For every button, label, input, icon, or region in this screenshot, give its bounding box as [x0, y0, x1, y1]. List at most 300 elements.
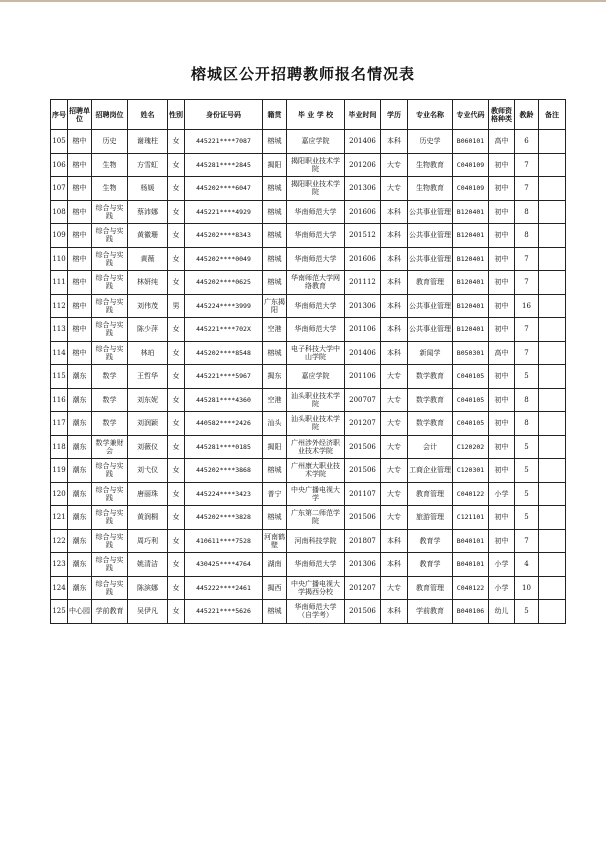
applicant-table [50, 99, 566, 624]
table-cell: 潮东 [68, 482, 92, 506]
table-cell: C040109 [453, 153, 489, 177]
table-cell: 本科 [381, 294, 408, 318]
column-header: 毕业时间 [345, 100, 381, 130]
table-cell: 女 [168, 435, 185, 459]
table-cell: 初中 [489, 529, 515, 553]
table-cell: 121 [51, 506, 68, 530]
table-cell [539, 529, 566, 553]
table-cell: 潮东 [68, 365, 92, 389]
table-cell: 教育学 [408, 553, 453, 577]
table-cell: 华南师范大学 [287, 224, 345, 248]
table-cell: 周巧利 [128, 529, 168, 553]
table-cell: 445202****8548 [185, 341, 263, 365]
table-row [51, 482, 566, 506]
table-cell: 广东揭阳 [263, 294, 287, 318]
table-cell: 10 [515, 576, 539, 600]
table-cell: 初中 [489, 365, 515, 389]
table-cell: 综合与实践 [92, 506, 128, 530]
table-cell: 201306 [345, 294, 381, 318]
table-cell: 初中 [489, 412, 515, 436]
table-cell: 122 [51, 529, 68, 553]
table-cell: 揭东 [263, 365, 287, 389]
table-cell: 113 [51, 318, 68, 342]
table-cell: 揭西 [263, 576, 287, 600]
table-cell: 大专 [381, 435, 408, 459]
table-cell: 综合与实践 [92, 294, 128, 318]
table-cell: 潮东 [68, 506, 92, 530]
table-cell: 小学 [489, 576, 515, 600]
table-cell: 201406 [345, 130, 381, 154]
table-cell: 综合与实践 [92, 247, 128, 271]
table-cell: 女 [168, 177, 185, 201]
table-cell: 大专 [381, 459, 408, 483]
table-cell: 综合与实践 [92, 271, 128, 295]
table-cell: 女 [168, 553, 185, 577]
table-cell: B120401 [453, 271, 489, 295]
table-cell: 6 [515, 130, 539, 154]
table-cell: 公共事业管理 [408, 224, 453, 248]
table-cell: 119 [51, 459, 68, 483]
table-cell: 陈滨娜 [128, 576, 168, 600]
table-row [51, 365, 566, 389]
table-cell: 7 [515, 318, 539, 342]
table-cell: 汕头职业技术学院 [287, 388, 345, 412]
table-cell: 华南师范大学网络教育 [287, 271, 345, 295]
table-cell: 445281****4360 [185, 388, 263, 412]
table-cell: 大专 [381, 576, 408, 600]
table-cell: 中心园 [68, 600, 92, 624]
table-cell [539, 247, 566, 271]
table-cell: 初中 [489, 459, 515, 483]
table-cell: 揭阳职业技术学院 [287, 177, 345, 201]
table-cell: 综合与实践 [92, 553, 128, 577]
table-cell: 7 [515, 341, 539, 365]
table-cell: B120401 [453, 224, 489, 248]
table-cell: 女 [168, 130, 185, 154]
table-cell: 刘伟茂 [128, 294, 168, 318]
table-row [51, 600, 566, 624]
table-cell: 男 [168, 294, 185, 318]
table-cell [539, 200, 566, 224]
table-cell: C040105 [453, 388, 489, 412]
column-header: 专业名称 [408, 100, 453, 130]
table-cell: 中央广播电视大学 [287, 482, 345, 506]
table-row [51, 294, 566, 318]
header-row [51, 100, 566, 130]
table-cell: 410611****7528 [185, 529, 263, 553]
table-cell: 嘉应学院 [287, 365, 345, 389]
table-cell: 综合与实践 [92, 576, 128, 600]
table-cell: 201106 [345, 365, 381, 389]
table-cell: 117 [51, 412, 68, 436]
table-cell: 榕中 [68, 200, 92, 224]
table-cell: 本科 [381, 130, 408, 154]
table-cell: 榕城 [263, 200, 287, 224]
table-cell: 本科 [381, 341, 408, 365]
table-cell: 初中 [489, 318, 515, 342]
table-cell: 榕中 [68, 130, 92, 154]
table-cell: 空港 [263, 318, 287, 342]
column-header: 专业代码 [453, 100, 489, 130]
table-cell: 4 [515, 553, 539, 577]
table-cell: 女 [168, 224, 185, 248]
table-cell: 生物教育 [408, 153, 453, 177]
table-cell: C040105 [453, 412, 489, 436]
table-cell: 汕头 [263, 412, 287, 436]
table-cell: 榕中 [68, 153, 92, 177]
table-cell: 108 [51, 200, 68, 224]
table-cell: 空港 [263, 388, 287, 412]
table-row [51, 388, 566, 412]
table-cell: 445202****0049 [185, 247, 263, 271]
table-cell: 201406 [345, 341, 381, 365]
table-cell: 榕城 [263, 224, 287, 248]
table-cell: 公共事业管理 [408, 294, 453, 318]
column-header: 序号 [51, 100, 68, 130]
table-cell: 120 [51, 482, 68, 506]
table-cell: 445221****4929 [185, 200, 263, 224]
table-cell: 黄徽珊 [128, 224, 168, 248]
table-cell: 湖南 [263, 553, 287, 577]
table-cell: 潮东 [68, 459, 92, 483]
table-cell: 华南师范大学 [287, 318, 345, 342]
table-cell: 201112 [345, 271, 381, 295]
table-cell: 学前教育 [408, 600, 453, 624]
table-cell: 揭阳 [263, 435, 287, 459]
column-header: 招聘单位 [68, 100, 92, 130]
table-cell: 445281****2845 [185, 153, 263, 177]
table-cell: 综合与实践 [92, 459, 128, 483]
table-cell: 华南师范大学 [287, 247, 345, 271]
table-cell: 初中 [489, 271, 515, 295]
table-cell: 公共事业管理 [408, 247, 453, 271]
table-cell: 综合与实践 [92, 482, 128, 506]
table-cell: 林珀 [128, 341, 168, 365]
table-cell: 初中 [489, 200, 515, 224]
table-cell: 初中 [489, 294, 515, 318]
table-cell: C120301 [453, 459, 489, 483]
table-cell: B120401 [453, 247, 489, 271]
table-cell: 201506 [345, 459, 381, 483]
table-cell: 大专 [381, 412, 408, 436]
table-cell: 综合与实践 [92, 341, 128, 365]
table-cell: 榕中 [68, 271, 92, 295]
table-cell: B120401 [453, 200, 489, 224]
table-cell: 本科 [381, 224, 408, 248]
column-header: 教龄 [515, 100, 539, 130]
table-cell: 初中 [489, 177, 515, 201]
table-cell: 榕城 [263, 459, 287, 483]
table-cell: 7 [515, 153, 539, 177]
table-cell: 刘润颖 [128, 412, 168, 436]
table-cell: 445221****702X [185, 318, 263, 342]
table-cell: 榕中 [68, 318, 92, 342]
table-cell: 女 [168, 388, 185, 412]
table-cell: 201306 [345, 553, 381, 577]
table-cell: 女 [168, 482, 185, 506]
table-cell [539, 341, 566, 365]
table-cell: 106 [51, 153, 68, 177]
table-cell: 吴伊凡 [128, 600, 168, 624]
table-cell: 445202****3868 [185, 459, 263, 483]
table-row [51, 318, 566, 342]
table-cell: 115 [51, 365, 68, 389]
table-cell: C040122 [453, 482, 489, 506]
table-cell: 榕城 [263, 271, 287, 295]
table-cell: 大专 [381, 153, 408, 177]
column-header: 姓名 [128, 100, 168, 130]
table-cell: 445224****3423 [185, 482, 263, 506]
table-cell: B120401 [453, 318, 489, 342]
table-cell [539, 177, 566, 201]
table-cell: 教育管理 [408, 482, 453, 506]
table-cell: 201106 [345, 318, 381, 342]
table-cell [539, 271, 566, 295]
table-cell: 榕中 [68, 294, 92, 318]
table-cell: 5 [515, 600, 539, 624]
table-cell: 公共事业管理 [408, 200, 453, 224]
table-cell: 揭阳 [263, 153, 287, 177]
table-cell: 刘薇仪 [128, 435, 168, 459]
table-cell: 123 [51, 553, 68, 577]
table-cell [539, 130, 566, 154]
table-cell: 榕城 [263, 177, 287, 201]
table-cell: 综合与实践 [92, 224, 128, 248]
table-cell: 教育管理 [408, 576, 453, 600]
table-cell: 潮东 [68, 553, 92, 577]
table-cell: 445202****3828 [185, 506, 263, 530]
table-row [51, 153, 566, 177]
table-cell: C040109 [453, 177, 489, 201]
table-cell: 女 [168, 341, 185, 365]
table-cell: 刘东妮 [128, 388, 168, 412]
column-header: 教师资格种类 [489, 100, 515, 130]
table-cell: 潮东 [68, 529, 92, 553]
table-cell: 初中 [489, 388, 515, 412]
table-cell: 河南鹤壁 [263, 529, 287, 553]
table-cell: 潮东 [68, 435, 92, 459]
table-cell: 林妍纯 [128, 271, 168, 295]
table-cell: 黄润桐 [128, 506, 168, 530]
table-cell: B040101 [453, 529, 489, 553]
table-cell: 110 [51, 247, 68, 271]
table-cell: 本科 [381, 200, 408, 224]
table-cell: 方雪虹 [128, 153, 168, 177]
table-cell [539, 365, 566, 389]
table-cell: 5 [515, 435, 539, 459]
table-cell: 历史 [92, 130, 128, 154]
table-cell: 5 [515, 459, 539, 483]
table-cell: 潮东 [68, 412, 92, 436]
table-cell: 黄薇 [128, 247, 168, 271]
table-cell: 201606 [345, 200, 381, 224]
table-cell: 生物教育 [408, 177, 453, 201]
table-cell: 榕城 [263, 130, 287, 154]
column-header: 学历 [381, 100, 408, 130]
table-cell: 历史学 [408, 130, 453, 154]
table-cell: 109 [51, 224, 68, 248]
table-cell: 生物 [92, 153, 128, 177]
table-cell: B050301 [453, 341, 489, 365]
table-cell: 大专 [381, 388, 408, 412]
table-cell: 数学兼财会 [92, 435, 128, 459]
table-cell: 445202****8343 [185, 224, 263, 248]
table-cell: 榕城 [263, 247, 287, 271]
table-cell: 潮东 [68, 576, 92, 600]
table-cell: 公共事业管理 [408, 318, 453, 342]
table-cell: 112 [51, 294, 68, 318]
table-cell: 刘弋仪 [128, 459, 168, 483]
table-cell: 普宁 [263, 482, 287, 506]
table-cell: 7 [515, 177, 539, 201]
table-cell: 116 [51, 388, 68, 412]
table-cell: 5 [515, 506, 539, 530]
table-row [51, 412, 566, 436]
table-cell: 学前教育 [92, 600, 128, 624]
table-cell: 女 [168, 459, 185, 483]
column-header: 招聘岗位 [92, 100, 128, 130]
table-cell: 本科 [381, 271, 408, 295]
table-cell: 广东第二师范学院 [287, 506, 345, 530]
table-cell: 小学 [489, 553, 515, 577]
table-row [51, 506, 566, 530]
table-cell [539, 482, 566, 506]
table-cell: 综合与实践 [92, 318, 128, 342]
table-cell: 女 [168, 576, 185, 600]
table-cell: 数学 [92, 412, 128, 436]
table-cell: 旅游管理 [408, 506, 453, 530]
table-cell: 201107 [345, 482, 381, 506]
table-cell: 本科 [381, 529, 408, 553]
table-cell: 201207 [345, 412, 381, 436]
table-cell: 125 [51, 600, 68, 624]
table-cell: 女 [168, 365, 185, 389]
table-cell [539, 600, 566, 624]
table-cell: 201807 [345, 529, 381, 553]
table-cell [539, 459, 566, 483]
table-cell: 教育管理 [408, 271, 453, 295]
table-cell: 445221****5626 [185, 600, 263, 624]
table-body [51, 130, 566, 624]
table-cell: 445202****0625 [185, 271, 263, 295]
table-header [51, 100, 566, 130]
table-cell: 200707 [345, 388, 381, 412]
table-cell: 数学教育 [408, 365, 453, 389]
table-cell: 榕城 [263, 600, 287, 624]
table-cell: 女 [168, 271, 185, 295]
table-row [51, 247, 566, 271]
table-cell [539, 506, 566, 530]
table-cell: 中央广播电视大学揭西分校 [287, 576, 345, 600]
table-cell: 女 [168, 412, 185, 436]
column-header: 备注 [539, 100, 566, 130]
table-cell: 初中 [489, 506, 515, 530]
table-cell: 201506 [345, 435, 381, 459]
table-cell: 数学 [92, 388, 128, 412]
table-cell: 201306 [345, 177, 381, 201]
table-cell: 汕头职业技术学院 [287, 412, 345, 436]
table-cell: 幼儿 [489, 600, 515, 624]
table-cell: 高中 [489, 341, 515, 365]
table-cell: 女 [168, 200, 185, 224]
table-row [51, 529, 566, 553]
table-cell: 女 [168, 318, 185, 342]
table-cell: 16 [515, 294, 539, 318]
table-cell [539, 224, 566, 248]
table-cell: 大专 [381, 177, 408, 201]
table-cell: 数学教育 [408, 412, 453, 436]
table-cell: 生物 [92, 177, 128, 201]
table-cell: C040105 [453, 365, 489, 389]
table-cell: 445224****3999 [185, 294, 263, 318]
table-cell [539, 388, 566, 412]
table-cell: 潮东 [68, 388, 92, 412]
table-cell: 数学教育 [408, 388, 453, 412]
page-title: 榕城区公开招聘教师报名情况表 [190, 65, 415, 83]
table-cell: 本科 [381, 247, 408, 271]
table-row [51, 459, 566, 483]
table-cell: B060101 [453, 130, 489, 154]
table-cell: C121101 [453, 506, 489, 530]
table-cell: 7 [515, 529, 539, 553]
table-row [51, 553, 566, 577]
table-cell: 会计 [408, 435, 453, 459]
table-cell: 新闻学 [408, 341, 453, 365]
table-cell: 杨媛 [128, 177, 168, 201]
table-row [51, 200, 566, 224]
table-cell: 女 [168, 529, 185, 553]
table-cell: 女 [168, 153, 185, 177]
table-cell: 女 [168, 247, 185, 271]
table-cell: 榕中 [68, 224, 92, 248]
table-cell: 女 [168, 600, 185, 624]
table-cell: 8 [515, 412, 539, 436]
table-row [51, 177, 566, 201]
table-cell: 7 [515, 271, 539, 295]
table-cell: 本科 [381, 318, 408, 342]
table-row [51, 576, 566, 600]
table-cell: 谢瑰柱 [128, 130, 168, 154]
table-cell: 118 [51, 435, 68, 459]
table-row [51, 341, 566, 365]
table-cell: 榕中 [68, 177, 92, 201]
table-cell: 5 [515, 482, 539, 506]
table-cell: 唐丽珠 [128, 482, 168, 506]
table-cell: 8 [515, 388, 539, 412]
table-cell: 初中 [489, 224, 515, 248]
table-cell: 榕城 [263, 506, 287, 530]
table-cell [539, 576, 566, 600]
table-cell: 综合与实践 [92, 529, 128, 553]
table-cell: 高中 [489, 130, 515, 154]
table-cell: 114 [51, 341, 68, 365]
column-header: 毕 业 学 校 [287, 100, 345, 130]
table-cell: 广州康大职业技术学院 [287, 459, 345, 483]
table-cell: 445221****5967 [185, 365, 263, 389]
table-cell: 姚清洁 [128, 553, 168, 577]
table-row [51, 271, 566, 295]
column-header: 身份证号码 [185, 100, 263, 130]
table-cell: 大专 [381, 365, 408, 389]
table-cell: 201506 [345, 506, 381, 530]
table-cell [539, 553, 566, 577]
table-cell: 8 [515, 200, 539, 224]
table-cell: 榕中 [68, 247, 92, 271]
table-row [51, 435, 566, 459]
table-cell: B040101 [453, 553, 489, 577]
table-cell: 电子科技大学中山学院 [287, 341, 345, 365]
table-cell: 综合与实践 [92, 200, 128, 224]
